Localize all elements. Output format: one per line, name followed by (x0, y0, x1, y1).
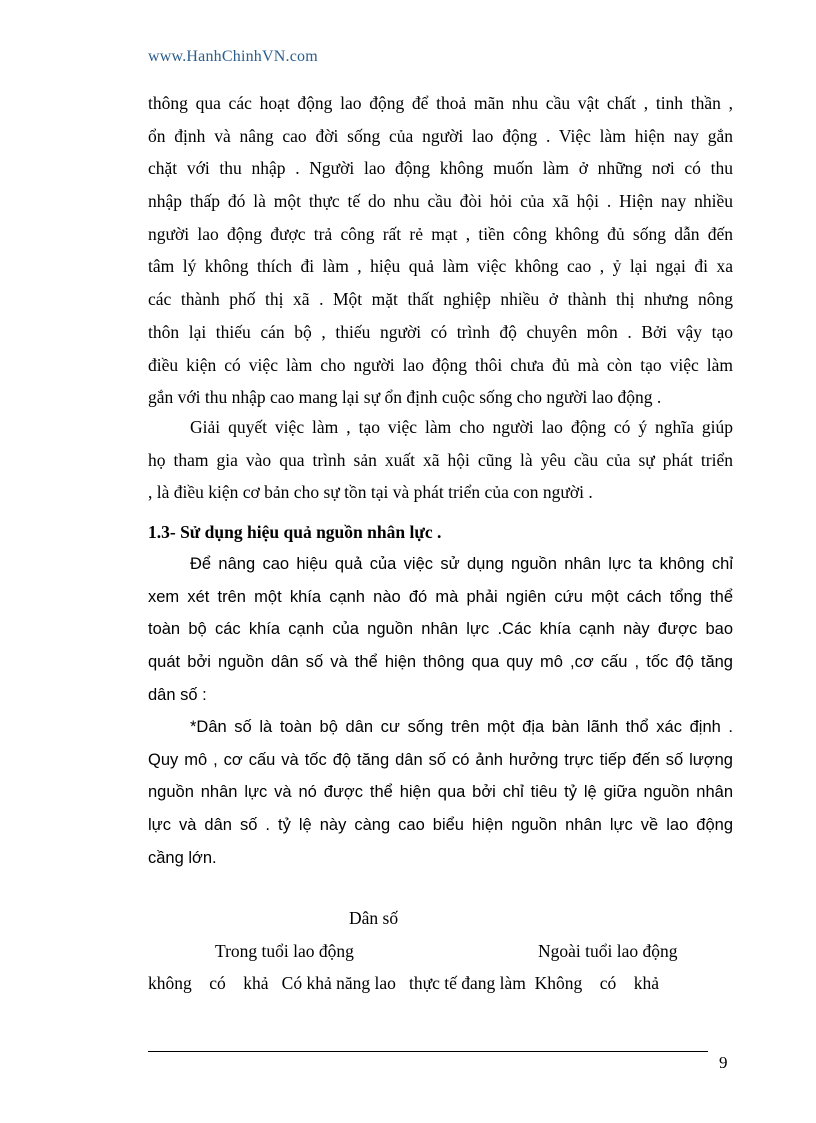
text-line: nhập thấp đó là một thực tế do nhu cầu đòi hỏi của xã hội . Hiện nay nhiều (148, 191, 733, 212)
text-line: cầng lớn. (148, 848, 217, 867)
paragraph-2 (148, 411, 733, 509)
text-line: các thành phố thị xã . Một mặt thất nghiệp nhiều ở thành thị nhưng nông (148, 289, 733, 310)
diagram-leaf-row: không có khả Có khả năng lao thực tế đang làm Không có khả (148, 973, 660, 993)
text-line: Giải quyết việc làm , tạo việc làm cho người lao động có ý nghĩa giúp (190, 417, 733, 437)
text-line: quát bởi nguồn dân số và thể hiện thông qua quy mô ,cơ cấu , tốc độ tăng (148, 653, 733, 672)
paragraph-3 (148, 548, 733, 711)
text-line: xem xét trên một khía cạnh nào đó mà phải ngiên cứu một cách tổng thể (148, 587, 733, 606)
text-line: thông qua các hoạt động lao động để thoả mãn nhu cầu vật chất , tinh thần , (148, 93, 733, 113)
text-line: lực và dân số . tỷ lệ này càng cao biểu hiện nguồn nhân lực về lao động (148, 816, 733, 835)
text-line: Quy mô , cơ cấu và tốc độ tăng dân số có ảnh hưởng trực tiếp đến số lượng (148, 750, 733, 769)
paragraph-1 (148, 87, 733, 414)
text-line: điều kiện có việc làm cho người lao động thôi chưa đủ mà còn tạo việc làm (148, 354, 733, 375)
text-line: họ tham gia vào qua trình sản xuất xã hội cũng là yêu cầu của sự phát triển (148, 449, 733, 470)
paragraph-4 (148, 711, 733, 874)
diagram-branch-right-label: Ngoài tuổi lao động (538, 941, 678, 961)
text-line: thôn lại thiếu cán bộ , thiếu người có trình độ chuyên môn . Bởi vậy tạo (148, 321, 733, 342)
diagram-root-label: Dân số (349, 908, 399, 928)
header-site-link[interactable]: www.HanhChinhVN.com (148, 48, 318, 65)
text-line: , là điều kiện cơ bản cho sự tồn tại và phát triển của con người . (148, 482, 593, 503)
text-line: Để nâng cao hiệu quả của việc sử dụng nguồn nhân lực ta không chỉ (190, 555, 733, 573)
footer-rule (148, 1051, 708, 1052)
page-number: 9 (719, 1053, 728, 1072)
text-line: ổn định và nâng cao đời sống của người lao động . Việc làm hiện nay gắn (148, 125, 733, 146)
diagram-branch-left-label: Trong tuổi lao động (215, 941, 354, 961)
text-line: người lao động được trả công rất rẻ mạt , tiền công không đủ sống dẫn đến (148, 223, 733, 244)
text-line: nguồn nhân lực và nó được thể hiện qua bởi chỉ tiêu tỷ lệ giữa nguồn nhân (148, 783, 733, 802)
text-line: *Dân số là toàn bộ dân cư sống trên một địa bàn lãnh thổ xác định . (190, 718, 733, 736)
text-line: toàn bộ các khía cạnh của nguồn nhân lực .Các khía cạnh này được bao (148, 620, 733, 639)
text-line: dân số : (148, 685, 207, 704)
text-line: chặt với thu nhập . Người lao động không muốn làm ở những nơi có thu (148, 158, 733, 179)
section-heading: 1.3- Sử dụng hiệu quả nguồn nhân lực . (148, 522, 442, 542)
text-line: gắn với thu nhập cao mang lại sự ổn định cuộc sống cho người lao động . (148, 387, 662, 408)
text-line: tâm lý không thích đi làm , hiệu quả làm việc không cao , ỷ lại ngại đi xa (148, 256, 733, 277)
